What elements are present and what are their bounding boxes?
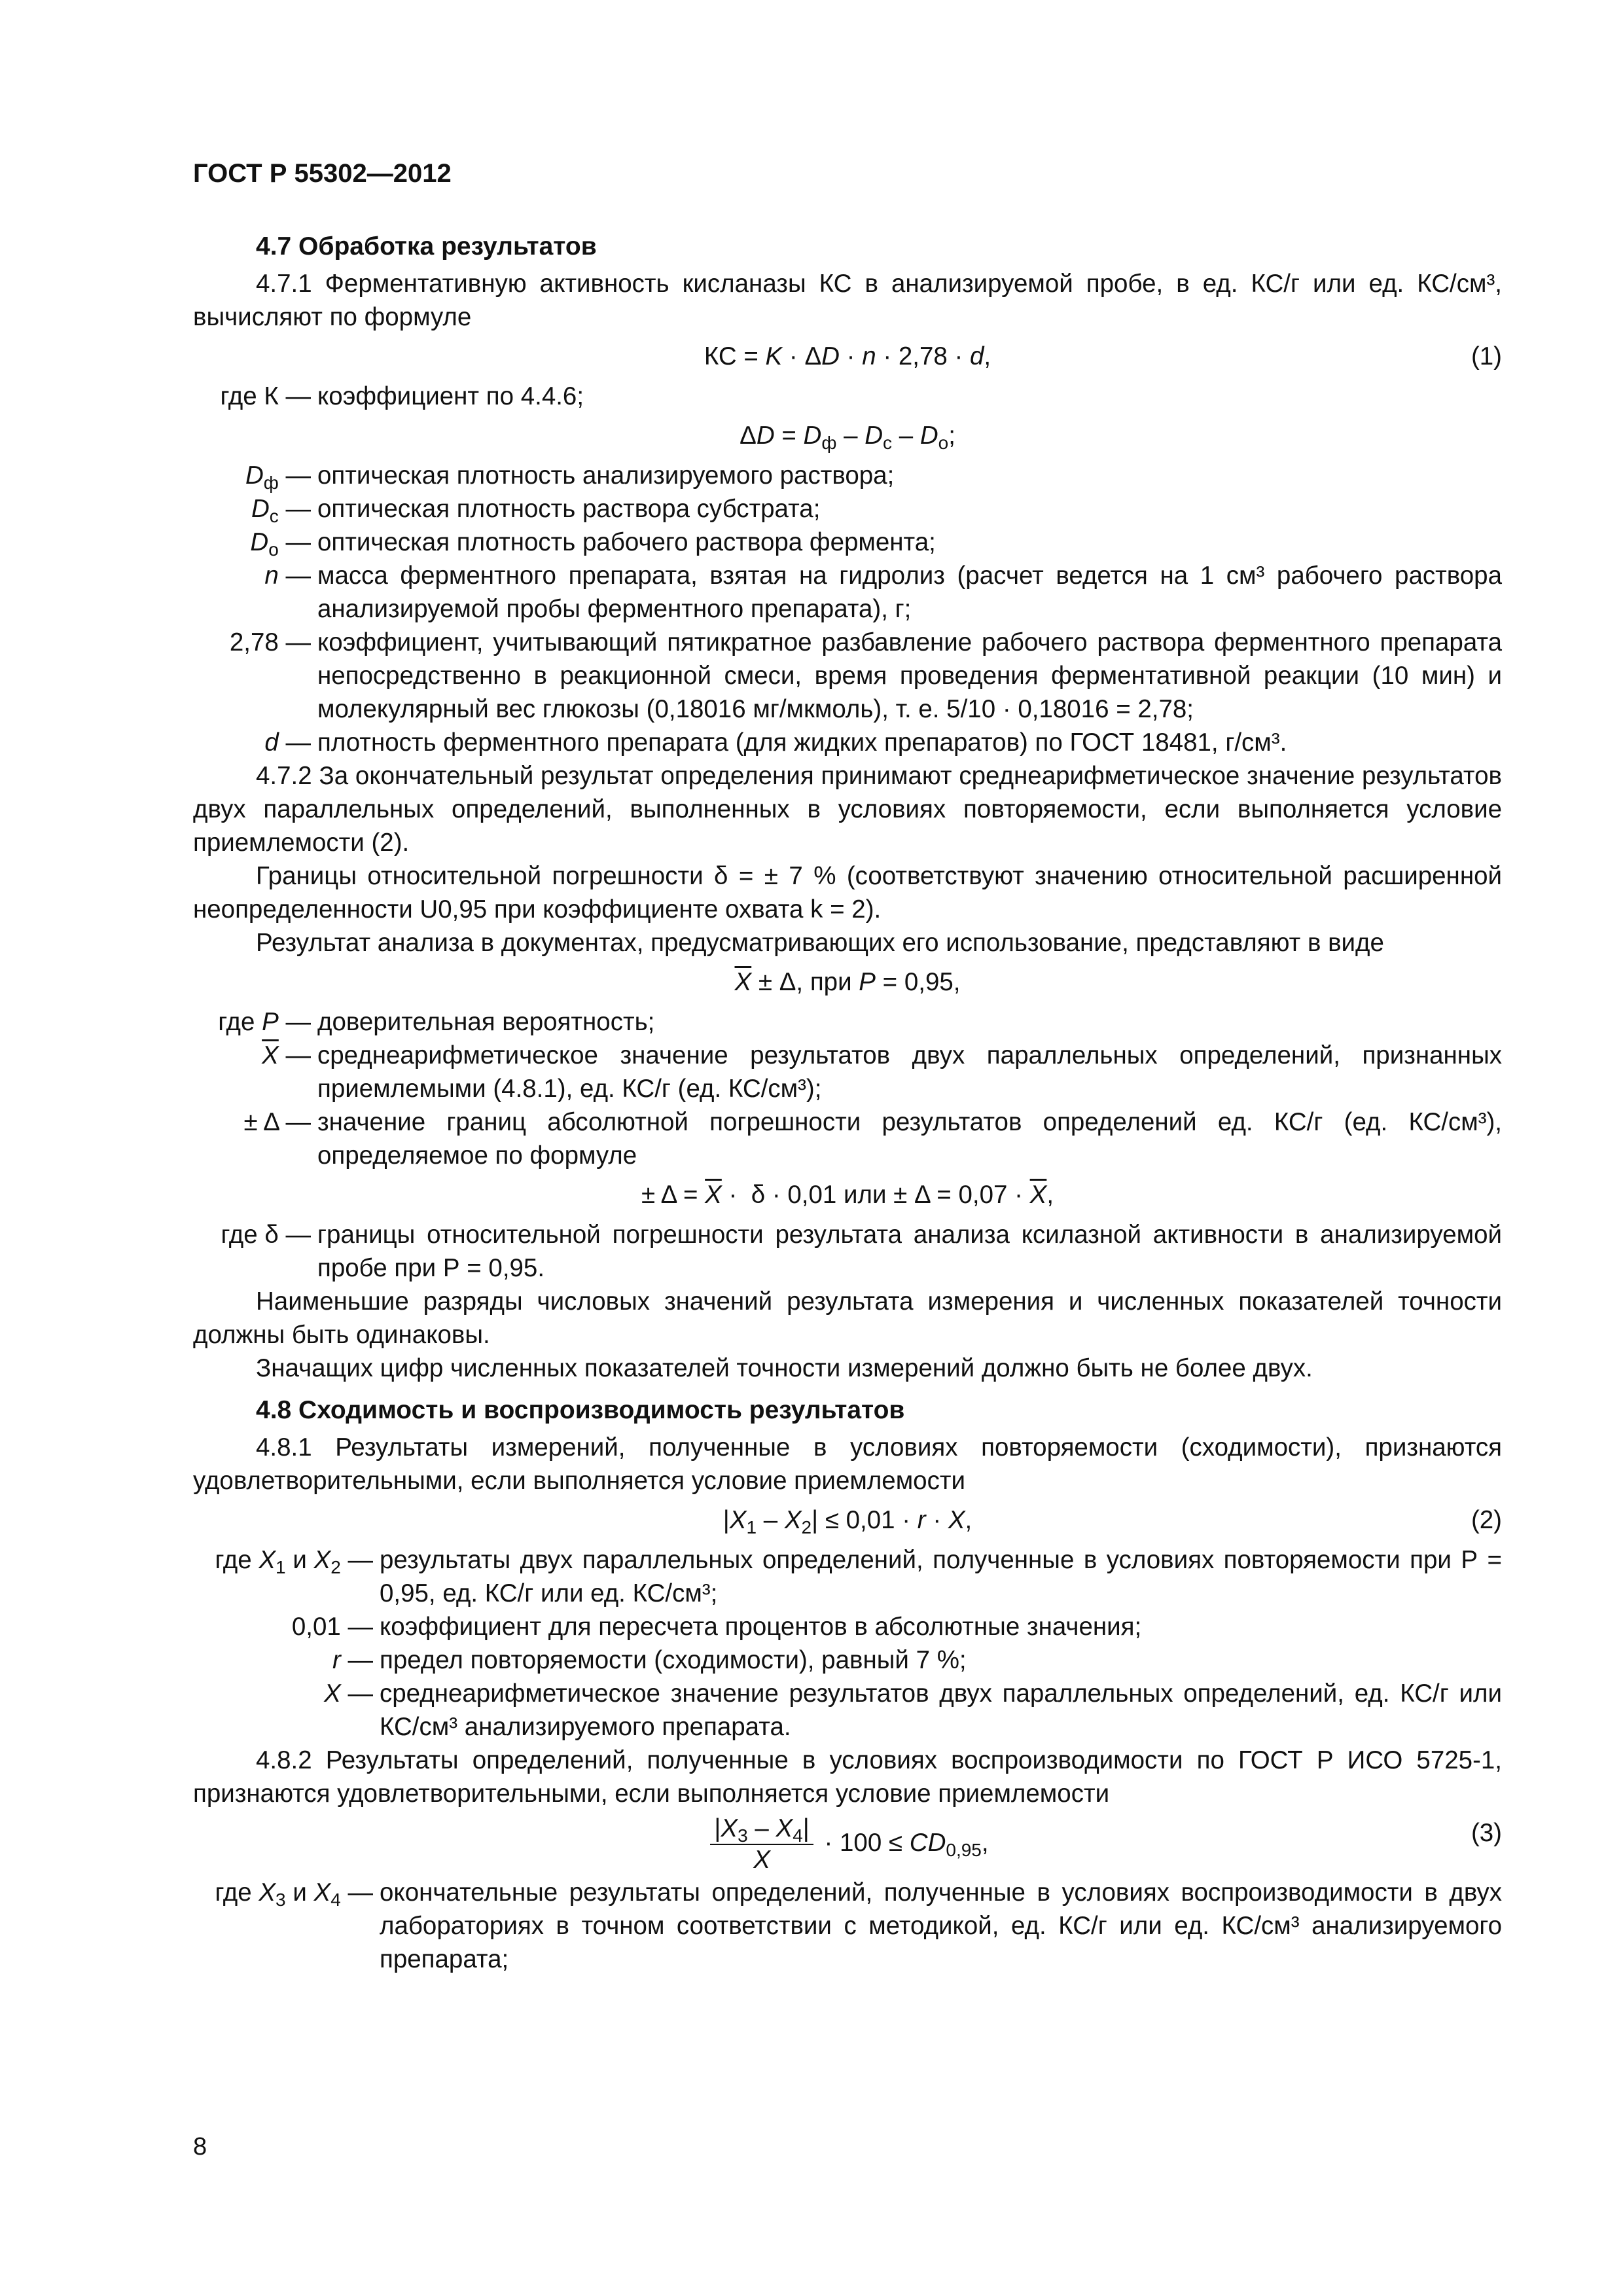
definition-term: где $X_3$ и $X_4$ — [215, 1878, 373, 1910]
formula-2-number: (2) [1471, 1506, 1502, 1534]
definition-row [193, 1218, 1502, 1285]
definition-term: $D_с$ — [251, 495, 311, 526]
definition-text: результаты двух параллельных определений, полученные в условиях повторяемости при Р = 0,95, ед. КС/г или ед. КС/см³; [380, 1546, 1502, 1607]
definitions-list-3 [193, 1543, 1502, 1744]
definition-row [193, 559, 1502, 626]
formula-abs-error-body: ± $\Delta = \overline{X} \cdot \delta \cdot 0,01$ или ± $\Delta = 0,07 \cdot \overline{X}$, [641, 1181, 1054, 1209]
definition-term: где P — [218, 1008, 311, 1036]
definition-row [193, 1543, 1502, 1610]
definition-row [193, 726, 1502, 759]
formula-1-body: КС = K · ΔD · n · 2,78 · d, [704, 342, 991, 370]
definition-text: оптическая плотность раствора субстрата; [317, 495, 821, 523]
definition-text: значение границ абсолютной погрешности результатов определений ед. КС/г (ед. КС/см³), определяемое по формуле [317, 1108, 1502, 1170]
definitions-k [193, 380, 1502, 413]
definition-row [193, 1876, 1502, 1976]
page-number: 8 [193, 2133, 207, 2161]
definition-text: окончательные результаты определений, полученные в условиях воспроизводимости в двух лабораториях в точном соответствии с методикой, ед. КС/г или ед. КС/см³ анализируемого препарата; [380, 1878, 1502, 1973]
definitions-list-4 [193, 1876, 1502, 1976]
definition-term: d — [264, 728, 311, 757]
paragraph-result-form: Результат анализа в документах, предусматривающих его использование, представляют в виде [256, 929, 1384, 957]
definition-row [193, 1610, 1502, 1643]
paragraph-significant: Значащих цифр численных показателей точности измерений должно быть не более двух. [256, 1354, 1313, 1382]
definition-term: X — [324, 1679, 373, 1708]
paragraph-digits: Наименьшие разряды числовых значений результата измерения и численных показателей точности должны быть одинаковы. [193, 1287, 1502, 1349]
definition-text: оптическая плотность анализируемого раствора; [317, 461, 895, 490]
definition-term: n — [264, 562, 311, 590]
definition-row [193, 1039, 1502, 1105]
definition-term: где К — [220, 382, 311, 410]
definitions-list-1 [193, 459, 1502, 759]
definition-text: среднеарифметическое значение результатов двух параллельных определений, признанных приемлемыми (4.8.1), ед. КС/г (ед. КС/см³); [317, 1041, 1502, 1103]
definition-term: $D_ф$ — [245, 461, 311, 493]
definition-term: ± Δ — [243, 1108, 311, 1136]
definition-text: предел повторяемости (сходимости), равный 7 %; [380, 1646, 967, 1674]
paragraph-4-8-1: 4.8.1 Результаты измерений, полученные в условиях повторяемости (сходимости), признаются удовлетворительными, если выполняется условие приемлемости [193, 1433, 1502, 1495]
definition-term: 0,01 — [291, 1613, 373, 1641]
definition-text: коэффициент для пересчета процентов в абсолютные значения; [380, 1613, 1142, 1641]
definition-text: среднеарифметическое значение результатов двух параллельных определений, ед. КС/г или КС/см³ анализируемого препарата. [380, 1679, 1502, 1741]
formula-3-number: (3) [1471, 1819, 1502, 1847]
formula-3-body: $\frac{|X_3 - X_4|}{X}$ · $100 \le CD_{0,95}$, [706, 1829, 988, 1857]
definition-term: $\overline{X}$ — [262, 1041, 311, 1069]
formula-3 [193, 1810, 1502, 1876]
formula-1-number: (1) [1471, 342, 1502, 370]
definition-row [193, 492, 1502, 526]
definition-term: 2,78 — [229, 628, 311, 656]
section-4-8-title: 4.8 Сходимость и воспроизводимость результатов [256, 1396, 905, 1424]
definition-term: где δ — [221, 1221, 311, 1249]
definition-row [193, 1643, 1502, 1677]
formula-result [193, 960, 1502, 1005]
formula-result-body: $\overline{X} \pm \Delta$, при P = 0,95, [734, 968, 961, 996]
paragraph-4-7-1: 4.7.1 Ферментативную активность кисланазы КС в анализируемой пробе, в ед. КС/г или ед. КС/см³, вычисляют по формуле [193, 270, 1502, 331]
formula-delta-d-body: $\Delta D = D_ф - D_с - D_о$; [740, 422, 955, 453]
definition-row [193, 1005, 1502, 1039]
definition-text: плотность ферментного препарата (для жидких препаратов) по ГОСТ 18481, г/см³. [317, 728, 1287, 757]
definition-term: r — [332, 1646, 373, 1674]
section-4-7-title: 4.7 Обработка результатов [256, 232, 597, 260]
formula-delta-d [193, 413, 1502, 459]
definition-row [193, 380, 1502, 413]
definition-text: коэффициент по 4.4.6; [317, 382, 584, 410]
paragraph-bounds: Границы относительной погрешности δ = ± 7 % (соответствуют значению относительной расширенной неопределенности U0,95 при коэффициенте охвата k = 2). [193, 862, 1502, 924]
definition-term: где $X_1$ и $X_2$ — [215, 1546, 373, 1577]
formula-abs-error [193, 1172, 1502, 1218]
definition-text: коэффициент, учитывающий пятикратное разбавление рабочего раствора ферментного препарата непосредственно в реакционной смеси, время проведения ферментативной реакции (10 мин) и молекулярный вес глюкозы (0,18016 мг/мкмоль), т. е. 5/10 · 0,18016 = 2,78; [317, 628, 1502, 723]
definition-text: доверительная вероятность; [317, 1008, 655, 1036]
definition-text: масса ферментного препарата, взятая на гидролиз (расчет ведется на 1 см³ рабочего раствора анализируемой пробы ферментного препарата), г; [317, 562, 1502, 623]
definitions-delta [193, 1218, 1502, 1285]
definition-row [193, 1677, 1502, 1744]
definitions-list-2 [193, 1005, 1502, 1172]
definition-row [193, 1105, 1502, 1172]
definition-text: границы относительной погрешности результата анализа ксилазной активности в анализируемой пробе при Р = 0,95. [317, 1221, 1502, 1282]
paragraph-4-7-2: 4.7.2 За окончательный результат определения принимают среднеарифметическое значение результатов двух параллельных определений, выполненных в условиях повторяемости, если выполняется условие приемлемости (2). [193, 762, 1502, 857]
formula-3-fraction: $\frac{|X_3 - X_4|}{X}$ [710, 1814, 813, 1875]
definition-text: оптическая плотность рабочего раствора фермента; [317, 528, 936, 556]
formula-1 [193, 334, 1502, 380]
definition-term: $D_о$ — [250, 528, 311, 560]
document-page [193, 157, 1502, 1976]
definition-row [193, 626, 1502, 726]
document-header: ГОСТ Р 55302—2012 [193, 159, 452, 188]
definition-row [193, 459, 1502, 492]
formula-2-body: $|X_1 - X_2| \le 0,01 \cdot r \cdot X$, [722, 1506, 972, 1537]
formula-2 [193, 1498, 1502, 1543]
paragraph-4-8-2: 4.8.2 Результаты определений, полученные в условиях воспроизводимости по ГОСТ Р ИСО 5725-1, признаются удовлетворительными, если выполняется условие приемлемости [193, 1746, 1502, 1808]
definition-row [193, 526, 1502, 559]
